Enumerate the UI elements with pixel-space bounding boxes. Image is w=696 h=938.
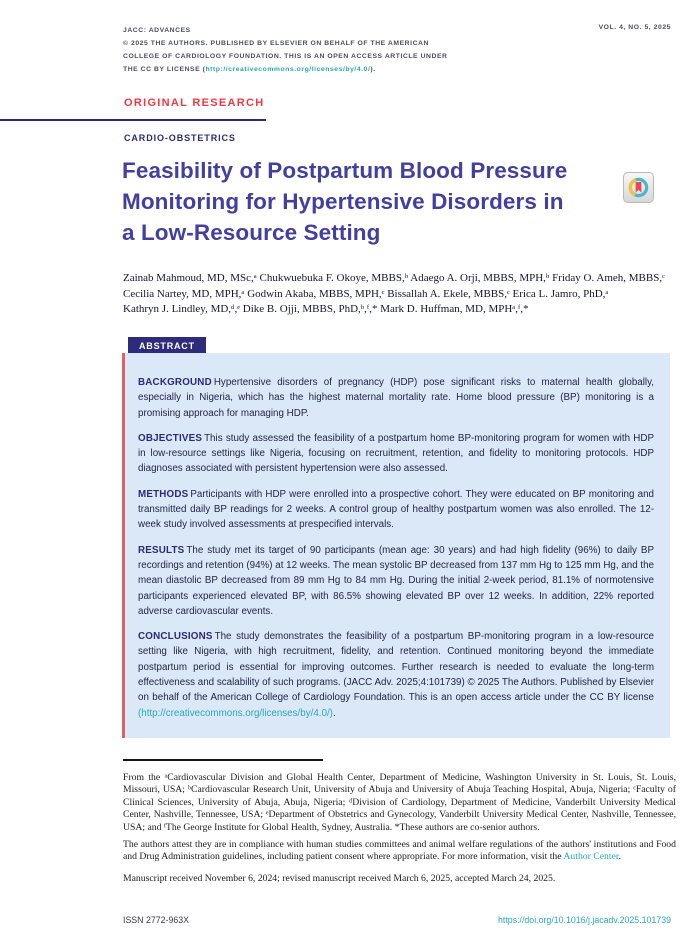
footnote-rule (123, 759, 323, 761)
author-line-3: Kathryn J. Lindley, MD,ᵈ,ᵉ Dike B. Ojji, MBBS, PhD,ᵇ,ᶠ,* Mark D. Huffman, MD, MPHᵃ,ᶠ,* (123, 303, 529, 315)
abstract-conclusions-label: CONCLUSIONS (138, 631, 213, 643)
copyright-line-1: © 2025 THE AUTHORS. PUBLISHED BY ELSEVIER ON BEHALF OF THE AMERICAN (123, 40, 429, 47)
footnotes (123, 772, 676, 890)
article-title (122, 155, 567, 248)
abstract-background-text: Hypertensive disorders of pregnancy (HDP) pose significant risks to maternal health globally, especially in Nigeria, which has the highest maternal mortality rate. Home blood pressure (BP) monitoring is a promising approach for managing HDP. (138, 377, 654, 419)
page-footer (123, 915, 671, 925)
abstract-conclusions-suffix: . (332, 707, 336, 719)
author-list (123, 271, 665, 318)
abstract-methods (138, 487, 654, 533)
abstract-background-label: BACKGROUND (138, 377, 212, 388)
author-line-2: Cecilia Nartey, MD, MPH,ᵃ Godwin Akaba, MBBS, MPH,ᶜ Bissallah A. Ekele, MBBS,ᶜ Erica L. Jamro, PhD,ᵃ (123, 287, 609, 300)
abstract-results-label: RESULTS (138, 544, 185, 556)
abstract-results (138, 543, 654, 619)
abstract-conclusions (138, 629, 654, 721)
abstract-results-text: The study met its target of 90 participants (mean age: 30 years) and had high fidelity (96%) to daily BP recordings and retention (94%) at 12 weeks. The mean systolic BP decreased from 137 mm Hg to 125 mm Hg, and the mean diastolic BP decreased from 89 mm Hg to 84 mm Hg. During the initial 2-week period, 81.1% of normotensive participants experienced elevated BP, with 86.5% showing elevated BP over 12 weeks. In addition, 22% reported adverse cardiovascular events. (138, 544, 654, 617)
banner-rule (0, 119, 266, 121)
abstract-tab: ABSTRACT (128, 337, 206, 354)
jacc-badge (623, 172, 654, 203)
volume-info: VOL. 4, NO. 5, 2025 (598, 24, 671, 31)
doi-link[interactable]: https://doi.org/10.1016/j.jacadv.2025.101739 (498, 915, 671, 925)
attestation (123, 839, 676, 864)
abstract-background (138, 375, 654, 421)
abstract-box (122, 353, 670, 738)
affiliations: From the ᵃCardiovascular Division and Global Health Center, Department of Medicine, Washington University in St. Louis, St. Louis, Missouri, USA; ᵇCardiovascular Research Unit, University of Abuja and University of Abuja Teaching Hospital, Abuja, Nigeria; ᶜFaculty of Clinical Sciences, University of Abuja, Abuja, Nigeria; ᵈDivision of Cardiology, Department of Medicine, Vanderbilt University Medical Center, Nashville, Tennessee, USA; ᵉDepartment of Obstetrics and Gynecology, Vanderbilt University Medical Center, Nashville, Tennessee, USA; and ᶠThe George Institute for Global Health, Sydney, Australia. *These authors are co-senior authors. (123, 772, 676, 833)
attestation-text: The authors attest they are in compliance with human studies committees and animal welfare regulations of the authors' institutions and Food and Drug Administration guidelines, including patient consent where appropriate. For more information, visit the (123, 839, 676, 863)
copyright-line-2: COLLEGE OF CARDIOLOGY FOUNDATION. THIS IS AN OPEN ACCESS ARTICLE UNDER (123, 53, 448, 60)
author-line-1: Zainab Mahmoud, MD, MSc,ᵃ Chukwuebuka F. Okoye, MBBS,ᵇ Adaego A. Orji, MBBS, MPH,ᵇ Friday O. Ameh, MBBS,ᶜ (123, 272, 665, 284)
issn: ISSN 2772-963X (123, 915, 190, 925)
masthead-left (123, 24, 447, 76)
abstract-objectives-text: This study assessed the feasibility of a postpartum home BP-monitoring program for women with HDP in low-resource settings like Nigeria, focusing on recruitment, retention, and fidelity to monitoring protocols. HDP diagnoses associated with persistent hypertension were also assessed. (138, 432, 654, 475)
abstract-conclusions-text: The study demonstrates the feasibility of a postpartum BP-monitoring program in a low-resource setting like Nigeria, with high recruitment, fidelity, and retention. Continued monitoring beyond the immediate postpartum period is essential for improving outcomes. Further research is needed to evaluate the long-term effectiveness and scalability of such programs. (JACC Adv. 2025;4:101739) © 2025 The Authors. Published by Elsevier on behalf of the American College of Cardiology Foundation. This is an open access article under the CC BY license (138, 631, 654, 704)
abstract-objectives (138, 431, 654, 477)
license-link[interactable]: http://creativecommons.org/licenses/by/4.0/ (205, 66, 371, 73)
attestation-suffix: . (618, 851, 621, 863)
bookmark-ribbon-badge-icon (627, 176, 650, 199)
title-line-1: Feasibility of Postpartum Blood Pressure (122, 158, 568, 183)
abstract-methods-text: Participants with HDP were enrolled into a prospective cohort. They were educated on BP monitoring and transmitted daily BP readings for 2 weeks. A control group of healthy postpartum women was also enrolled. The 12-week study involved assessments at prespecified intervals. (138, 488, 654, 531)
license-suffix: ). (370, 66, 376, 73)
abstract-license-link[interactable]: (http://creativecommons.org/licenses/by/4.0/) (138, 707, 333, 719)
license-prefix: THE CC BY LICENSE ( (123, 66, 206, 73)
abstract-methods-label: METHODS (138, 488, 189, 500)
section-banner: ORIGINAL RESEARCH (124, 97, 265, 109)
topic-label: CARDIO-OBSTETRICS (124, 133, 236, 143)
title-line-3: a Low-Resource Setting (122, 220, 381, 245)
author-center-link[interactable]: Author Center (563, 851, 619, 863)
abstract-objectives-label: OBJECTIVES (138, 432, 203, 444)
title-line-2: Monitoring for Hypertensive Disorders in (122, 189, 564, 214)
journal-name: JACC: ADVANCES (123, 27, 191, 34)
manuscript-dates: Manuscript received November 6, 2024; revised manuscript received March 6, 2025, accepted March 24, 2025. (123, 872, 556, 884)
copyright-line-3 (123, 63, 447, 76)
